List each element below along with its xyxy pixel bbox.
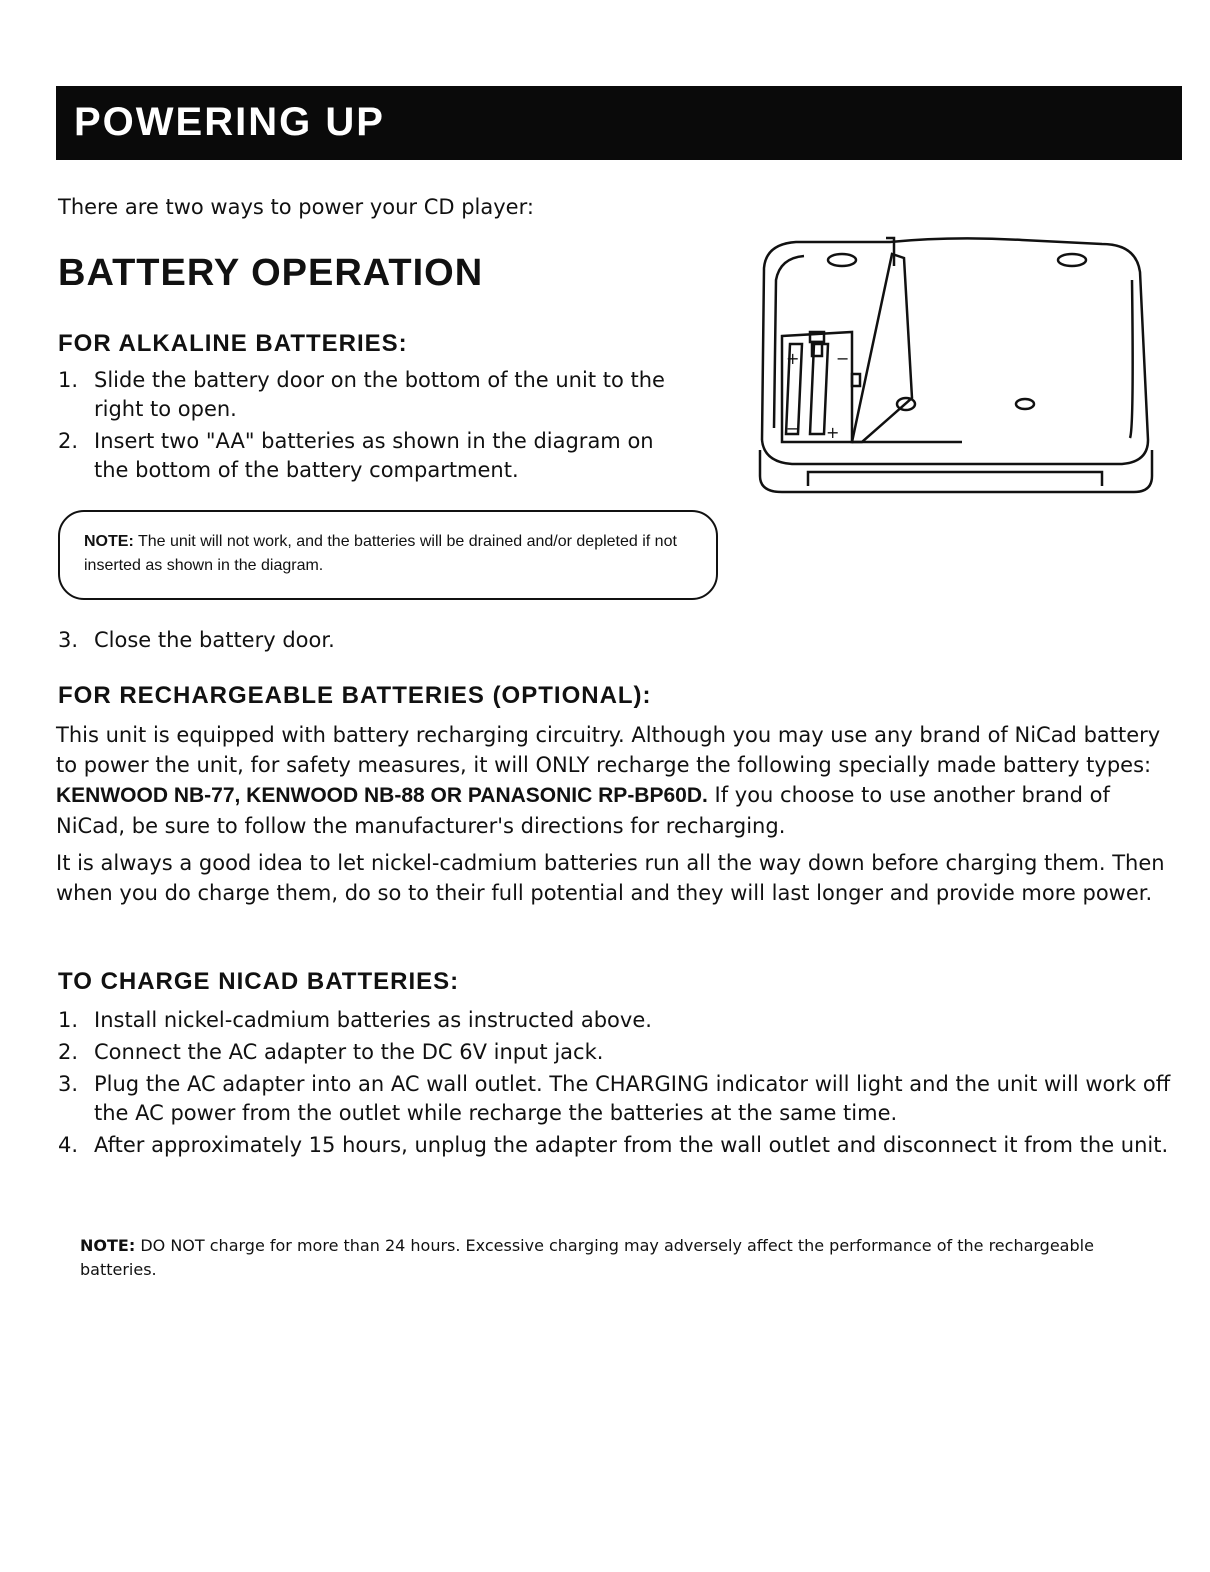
- alkaline-steps-list: [58, 366, 738, 488]
- step-number: 4.: [58, 1133, 79, 1157]
- alkaline-heading: FOR ALKALINE BATTERIES:: [58, 330, 408, 357]
- step-text: Plug the AC adapter into an AC wall outlet. The CHARGING indicator will light and the unit will work off the AC power from the outlet while recharge the batteries at the same time.: [94, 1072, 1171, 1125]
- note-label: NOTE:: [84, 533, 134, 550]
- step-number: 2.: [58, 1040, 79, 1064]
- step-text: Close the battery door.: [94, 628, 335, 652]
- step-number: 3.: [58, 628, 79, 652]
- charge-steps-list: [58, 1006, 1186, 1163]
- list-item: [58, 1070, 1186, 1128]
- list-item: [58, 427, 738, 485]
- rechargeable-heading: FOR RECHARGEABLE BATTERIES (OPTIONAL):: [58, 682, 652, 709]
- step-number: 3.: [58, 1072, 79, 1096]
- step-text: Install nickel-cadmium batteries as instructed above.: [94, 1008, 652, 1032]
- note-text: The unit will not work, and the batteries will be drained and/or depleted if not inserted as shown in the diagram.: [84, 533, 677, 574]
- battery-compartment-diagram: [752, 228, 1162, 504]
- note-text-block: [84, 530, 704, 578]
- step-text: Slide the battery door on the bottom of the unit to the: [94, 368, 665, 392]
- diagram-minus-label-bottom: −: [786, 419, 800, 438]
- diagram-plus-label-top: +: [786, 349, 800, 368]
- step-number: 2.: [58, 429, 79, 453]
- step-text: After approximately 15 hours, unplug the adapter from the wall outlet and disconnect it from the unit.: [94, 1133, 1169, 1157]
- alkaline-note-box: [58, 510, 718, 600]
- list-item: [58, 626, 738, 655]
- para-text-cont: If you choose to use another brand of NiCad, be sure to follow the manufacturer's directions for recharging.: [56, 783, 1110, 838]
- alkaline-step3-list: [58, 626, 738, 658]
- rechargeable-paragraph-1: [56, 720, 1184, 841]
- note-text: DO NOT charge for more than 24 hours. Excessive charging may adversely affect the performance of the rechargeable batteries.: [80, 1236, 1094, 1279]
- battery-models-bold: KENWOOD NB-77, KENWOOD NB-88 OR PANASONIC RP-BP60D.: [56, 784, 708, 807]
- list-item: [58, 366, 738, 424]
- page-title: POWERING UP: [74, 100, 385, 144]
- rechargeable-paragraph-2: It is always a good idea to let nickel-cadmium batteries run all the way down before charging them. Then when you do charge them, do so to their full potential and they will last longer and provide more power.: [56, 851, 1165, 905]
- diagram-plus-label-bottom: +: [826, 423, 840, 442]
- charging-note: [80, 1234, 1170, 1282]
- note-label: NOTE:: [80, 1236, 136, 1255]
- step-text-cont: the bottom of the battery compartment.: [94, 458, 519, 482]
- battery-operation-heading: BATTERY OPERATION: [58, 252, 484, 294]
- charge-nicad-heading: TO CHARGE NICAD BATTERIES:: [58, 968, 460, 995]
- section-header-bar: [56, 86, 1182, 160]
- list-item: [58, 1038, 1186, 1067]
- list-item: [58, 1006, 1186, 1035]
- step-text: Connect the AC adapter to the DC 6V input jack.: [94, 1040, 604, 1064]
- diagram-minus-label-top: −: [836, 349, 850, 368]
- intro-text: There are two ways to power your CD player:: [58, 195, 534, 219]
- step-text: Insert two "AA" batteries as shown in the diagram on: [94, 429, 654, 453]
- step-number: 1.: [58, 368, 79, 392]
- para-text: This unit is equipped with battery recharging circuitry. Although you may use any brand of NiCad battery to power the unit, for safety measures, it will ONLY recharge the following specially made battery types:: [56, 723, 1161, 777]
- list-item: [58, 1131, 1186, 1160]
- step-number: 1.: [58, 1008, 79, 1032]
- step-text-cont: right to open.: [94, 397, 237, 421]
